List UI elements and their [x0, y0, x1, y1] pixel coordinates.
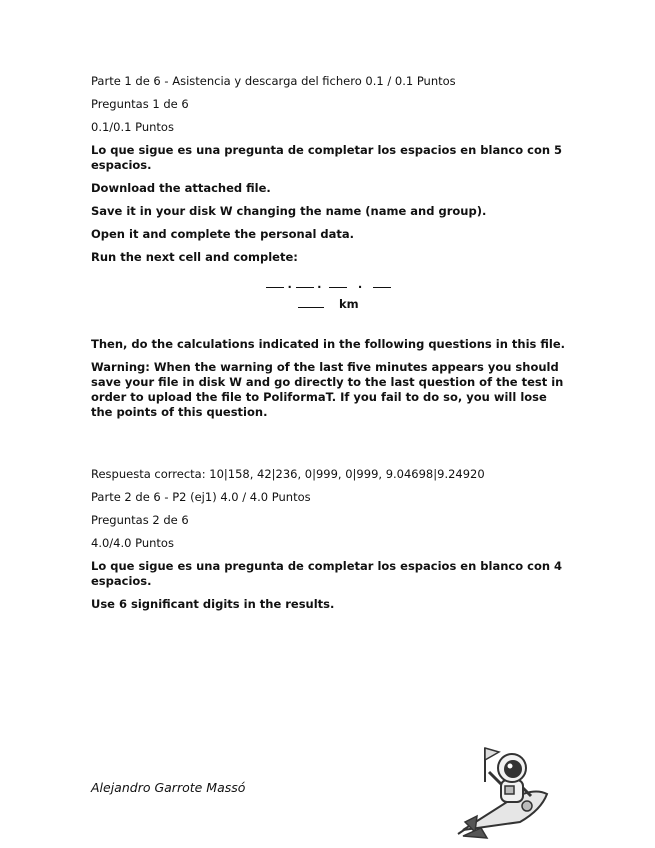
document-content — [91, 74, 566, 620]
part2-question-count: Preguntas 2 de 6 — [91, 513, 189, 527]
part1-score: 0.1/0.1 Puntos — [91, 120, 174, 134]
blank-2[interactable] — [296, 278, 314, 288]
warning-text: Warning: When the warning of the last five minutes appears you should save your file in disk W and go directly to the last question of the test in order to upload the file to PoliformaT. If you fail to do so, you will lose the points of this question. — [91, 360, 564, 419]
part1-header: Parte 1 de 6 - Asistencia y descarga del fichero 0.1 / 0.1 Puntos — [91, 74, 456, 88]
then-instruction: Then, do the calculations indicated in the following questions in this file. — [91, 337, 566, 351]
fill-blanks-row-1 — [91, 277, 566, 292]
fill-blanks-row-2 — [91, 297, 566, 312]
blank-5[interactable] — [298, 298, 324, 308]
part2-instruction: Use 6 significant digits in the results. — [91, 597, 335, 611]
correct-answer: Respuesta correcta: 10|158, 42|236, 0|999, 0|999, 9.04698|9.24920 — [91, 467, 485, 481]
part2-score: 4.0/4.0 Puntos — [91, 536, 174, 550]
dot-separator: . — [287, 277, 292, 291]
download-instruction: Download the attached file. — [91, 181, 271, 195]
part2-intro: Lo que sigue es una pregunta de completar los espacios en blanco con 4 espacios. — [91, 559, 563, 588]
unit-label: km — [338, 297, 359, 311]
part2-header: Parte 2 de 6 - P2 (ej1) 4.0 / 4.0 Puntos — [91, 490, 311, 504]
blank-4[interactable] — [373, 278, 391, 288]
part1-question-count: Preguntas 1 de 6 — [91, 97, 189, 111]
blank-3[interactable] — [329, 278, 347, 288]
dot-separator: . — [357, 277, 363, 291]
part1-intro: Lo que sigue es una pregunta de completar los espacios en blanco con 5 espacios. — [91, 143, 563, 172]
open-instruction: Open it and complete the personal data. — [91, 227, 355, 241]
save-instruction: Save it in your disk W changing the name (name and group). — [91, 204, 487, 218]
astronaut-rocket-icon — [455, 742, 555, 842]
author-signature: Alejandro Garrote Massó — [91, 780, 246, 795]
run-instruction: Run the next cell and complete: — [91, 250, 298, 264]
dot-separator: . — [317, 277, 322, 291]
blank-1[interactable] — [266, 278, 284, 288]
